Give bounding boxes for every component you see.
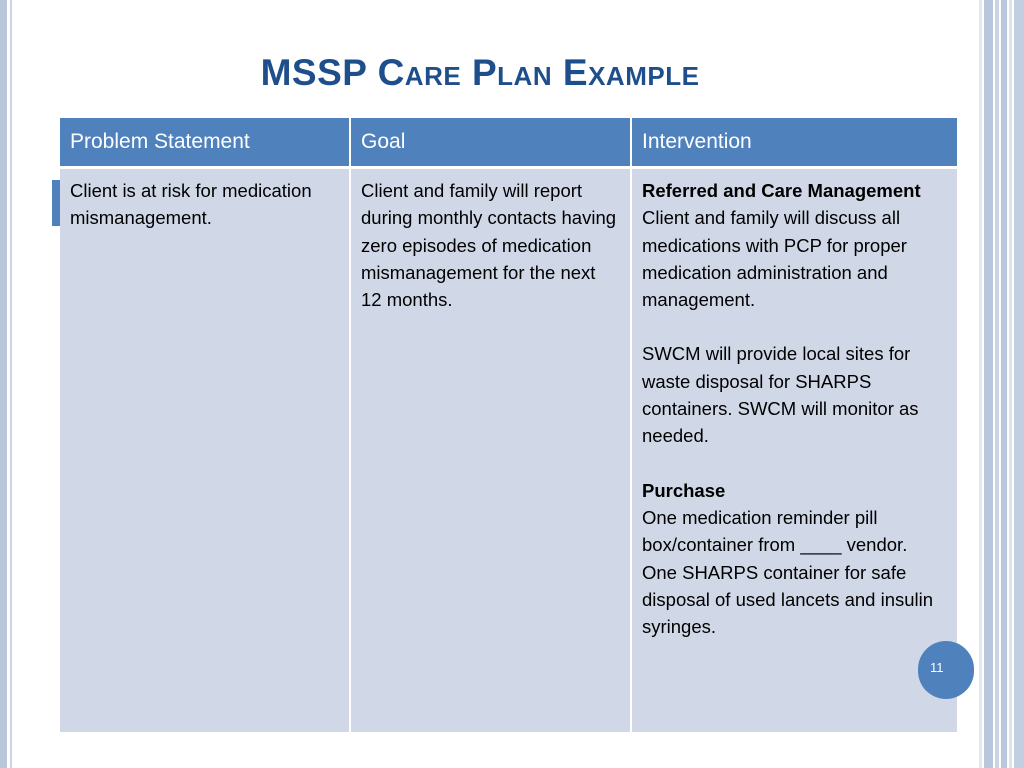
intervention-heading-referred: Referred and Care Management: [642, 180, 921, 201]
table-header-row: [60, 118, 957, 168]
intervention-text-sharps: One SHARPS container for safe disposal of used lancets and insulin syringes.: [642, 561, 934, 638]
intervention-text-discuss: Client and family will discuss all medications with PCP for proper medication administration and management.: [642, 207, 907, 311]
intervention-cell: [631, 168, 957, 733]
side-accent-tab: [52, 180, 60, 226]
care-plan-table: [60, 118, 957, 732]
intervention-text-pillbox: One medication reminder pill box/container from ____ vendor.: [642, 506, 908, 556]
table-row: [60, 168, 957, 733]
slide-title: MSSP Care Plan Example: [260, 52, 700, 93]
page-number-badge: [918, 641, 974, 699]
column-header-problem: Problem Statement: [60, 118, 350, 168]
page-number: 11: [930, 660, 944, 675]
intervention-text-swcm: SWCM will provide local sites for waste disposal for SHARPS containers. SWCM will monitor as needed.: [642, 343, 919, 447]
slide-frame-left-line: [10, 0, 12, 768]
intervention-heading-purchase: Purchase: [642, 479, 726, 501]
column-header-intervention: Intervention: [631, 118, 957, 168]
problem-cell: Client is at risk for medication mismanagement.: [60, 168, 350, 733]
goal-cell: Client and family will report during monthly contacts having zero episodes of medication mismanagement for the next 12 months.: [350, 168, 631, 733]
column-header-goal: Goal: [350, 118, 631, 168]
slide-frame-right: [979, 0, 1024, 768]
slide-frame-left: [0, 0, 7, 768]
